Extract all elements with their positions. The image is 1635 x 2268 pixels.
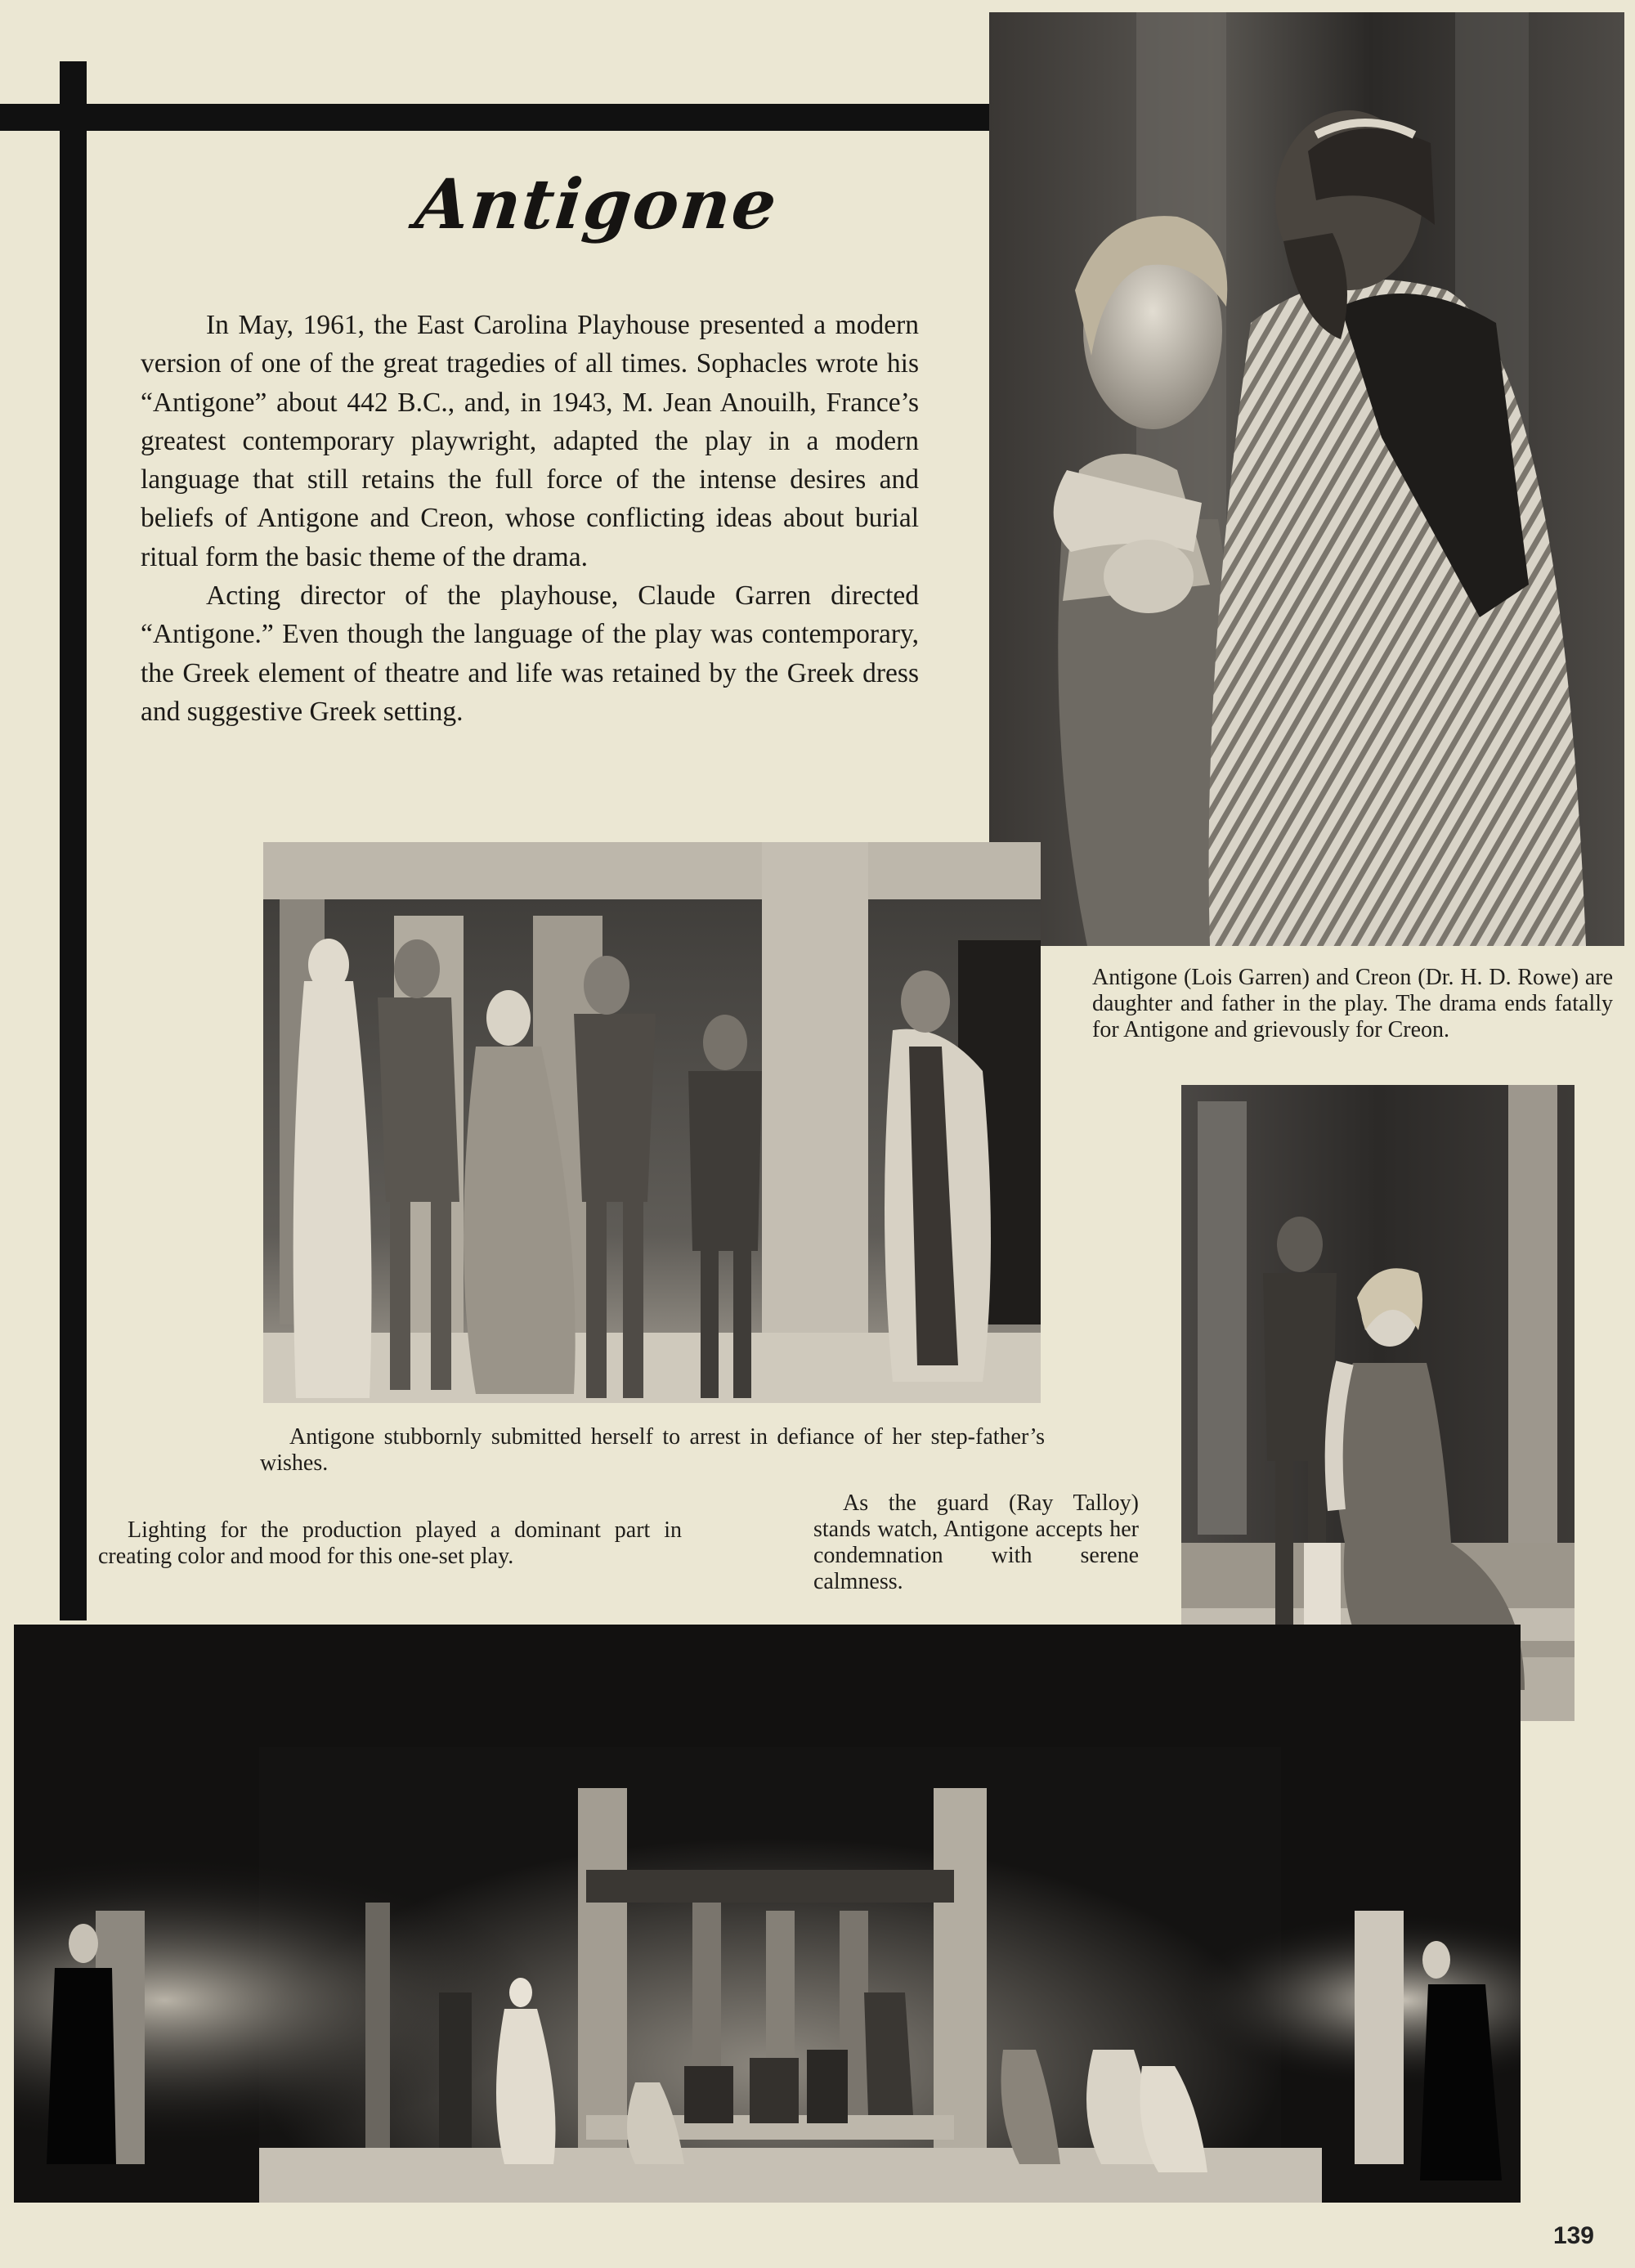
photo-arrest-scene: [263, 842, 1041, 1403]
article-body: [141, 306, 919, 731]
caption-antigone-creon: Antigone (Lois Garren) and Creon (Dr. H. D. Rowe) are daughter and father in the play. The drama ends fatally for Antigone and grievously for Creon.: [1092, 965, 1613, 1042]
caption-guard: As the guard (Ray Talloy) stands watch, Antigone accepts her condemnation with serene calmness.: [813, 1490, 1139, 1594]
page-number: 139: [1552, 2222, 1594, 2249]
caption-lighting: Lighting for the production played a dominant part in creating color and mood for this one-set play.: [98, 1517, 682, 1569]
caption-arrest: Antigone stubbornly submitted herself to arrest in defiance of her step-father’s wishes.: [260, 1424, 1045, 1476]
body-paragraph: Acting director of the playhouse, Claude Garren directed “Antigone.” Even though the language of the play was contemporary, the Greek element of theatre and life was retained by the Greek dress and suggestive Greek setting.: [141, 580, 919, 727]
left-rule: [60, 61, 87, 1620]
photo-stage-lighting: [14, 1625, 1521, 2203]
page-title: Antigone: [411, 164, 782, 244]
photo-antigone-creon: [989, 12, 1624, 946]
top-rule: [0, 104, 996, 131]
body-paragraph: In May, 1961, the East Carolina Playhouse presented a modern version of one of the great tragedies of all times. Sophacles wrote his “Antigone” about 442 B.C., and, in 1943, M. Jean Anouilh, France’s greatest contemporary playwright, adapted the play in a modern language that still retains the full force of the intense desires and beliefs of Antigone and Creon, whose conflicting ideas about burial ritual form the basic theme of the drama.: [141, 310, 919, 572]
